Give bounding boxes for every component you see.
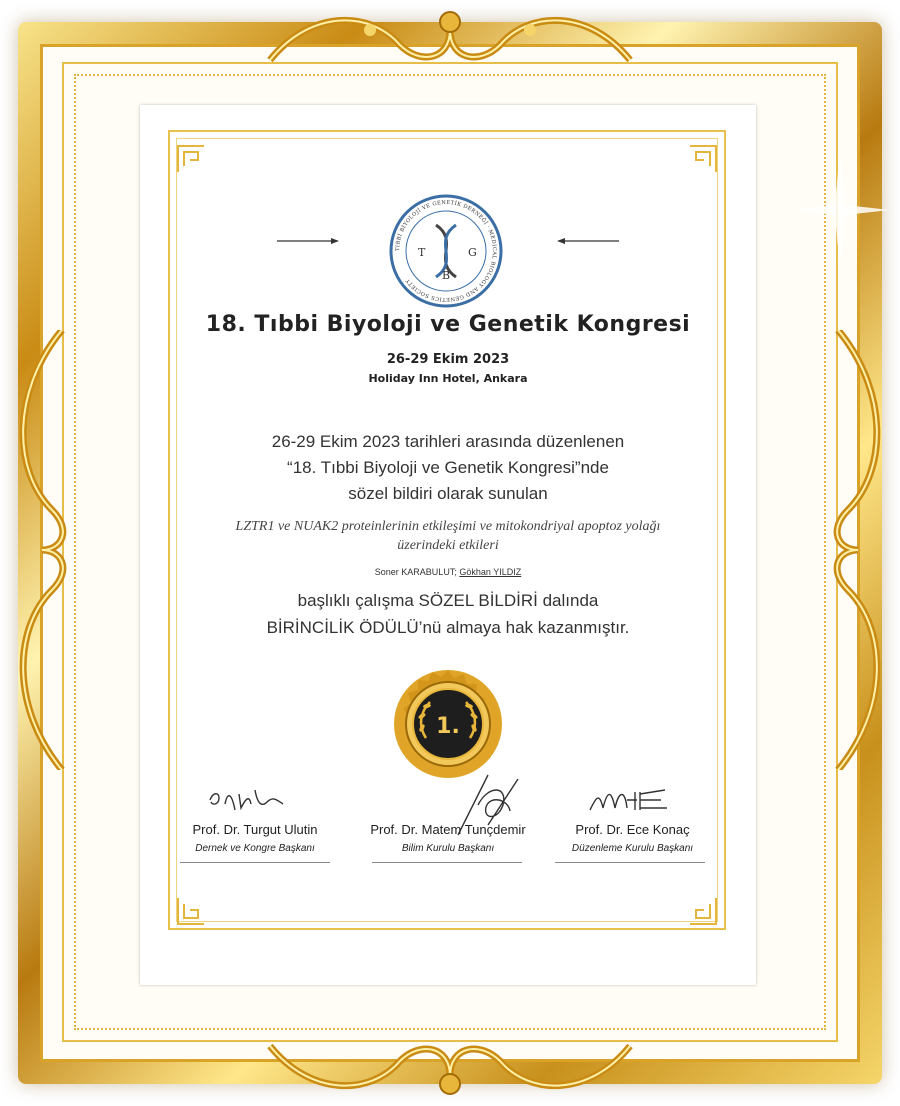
left-arrow-ornament xyxy=(275,237,341,245)
signatory-1-role: Dernek ve Kongre Başkanı xyxy=(195,843,315,854)
congress-date: 26-29 Ekim 2023 xyxy=(386,352,510,367)
top-flourish-ornament xyxy=(250,0,650,80)
signatory-3-name: Prof. Dr. Ece Konaç xyxy=(575,822,690,837)
bottom-flourish-ornament xyxy=(250,1026,650,1106)
body-line-4: başlıklı çalışma SÖZEL BİLDİRİ dalında xyxy=(297,591,599,610)
svg-text:G: G xyxy=(468,246,477,259)
corner-ornament-top-right xyxy=(688,144,718,174)
body-line-3: sözel bildiri olarak sunulan xyxy=(348,484,548,503)
signatory-1-name: Prof. Dr. Turgut Ulutin xyxy=(192,822,318,837)
right-flourish-ornament xyxy=(818,330,898,770)
signature-line xyxy=(372,862,522,863)
paper-title-line-2: üzerindeki etkileri xyxy=(397,538,499,553)
signature-line xyxy=(555,862,705,863)
signatory-2-name: Prof. Dr. Matem Tunçdemir xyxy=(370,822,526,837)
first-place-medal xyxy=(392,668,504,780)
sparkle-decoration xyxy=(790,150,890,270)
congress-title: 18. Tıbbi Biyoloji ve Genetik Kongresi xyxy=(205,312,691,337)
signature-ulutin xyxy=(205,780,295,820)
corner-ornament-bottom-right xyxy=(688,896,718,926)
author-name-underlined: Gökhan YILDIZ xyxy=(459,567,522,577)
signatory-2-role: Bilim Kurulu Başkanı xyxy=(401,843,495,854)
corner-ornament-bottom-left xyxy=(176,896,206,926)
signature-konac xyxy=(585,780,675,820)
author-list xyxy=(140,567,756,577)
corner-ornament-top-left xyxy=(176,144,206,174)
svg-text:TIBBİ BİYOLOJİ VE GENETİK DERN: TIBBİ BİYOLOJİ VE GENETİK DERNEĞİ · MEDICAL BIOLOGY AND GENETICS SOCIETY xyxy=(394,199,498,303)
body-line-2: “18. Tıbbi Biyoloji ve Genetik Kongresi”nde xyxy=(287,458,609,477)
body-line-5: BİRİNCİLİK ÖDÜLÜ’nü almaya hak kazanmıştır. xyxy=(266,618,630,637)
svg-text:B: B xyxy=(442,269,451,282)
signatory-3-role: Düzenleme Kurulu Başkanı xyxy=(571,843,694,854)
body-line-1: 26-29 Ekim 2023 tarihleri arasında düzenlenen xyxy=(271,432,625,451)
left-flourish-ornament xyxy=(2,330,82,770)
author-name: Soner KARABULUT; xyxy=(374,567,460,577)
congress-venue: Holiday Inn Hotel, Ankara xyxy=(368,372,528,385)
svg-text:T: T xyxy=(418,246,426,259)
svg-text:1.: 1. xyxy=(436,714,460,739)
paper-title-line-1: LZTR1 ve NUAK2 proteinlerinin etkileşimi ve mitokondriyal apoptoz yolağı xyxy=(235,519,661,534)
society-logo xyxy=(388,193,504,309)
signature-line xyxy=(180,862,330,863)
right-arrow-ornament xyxy=(555,237,621,245)
